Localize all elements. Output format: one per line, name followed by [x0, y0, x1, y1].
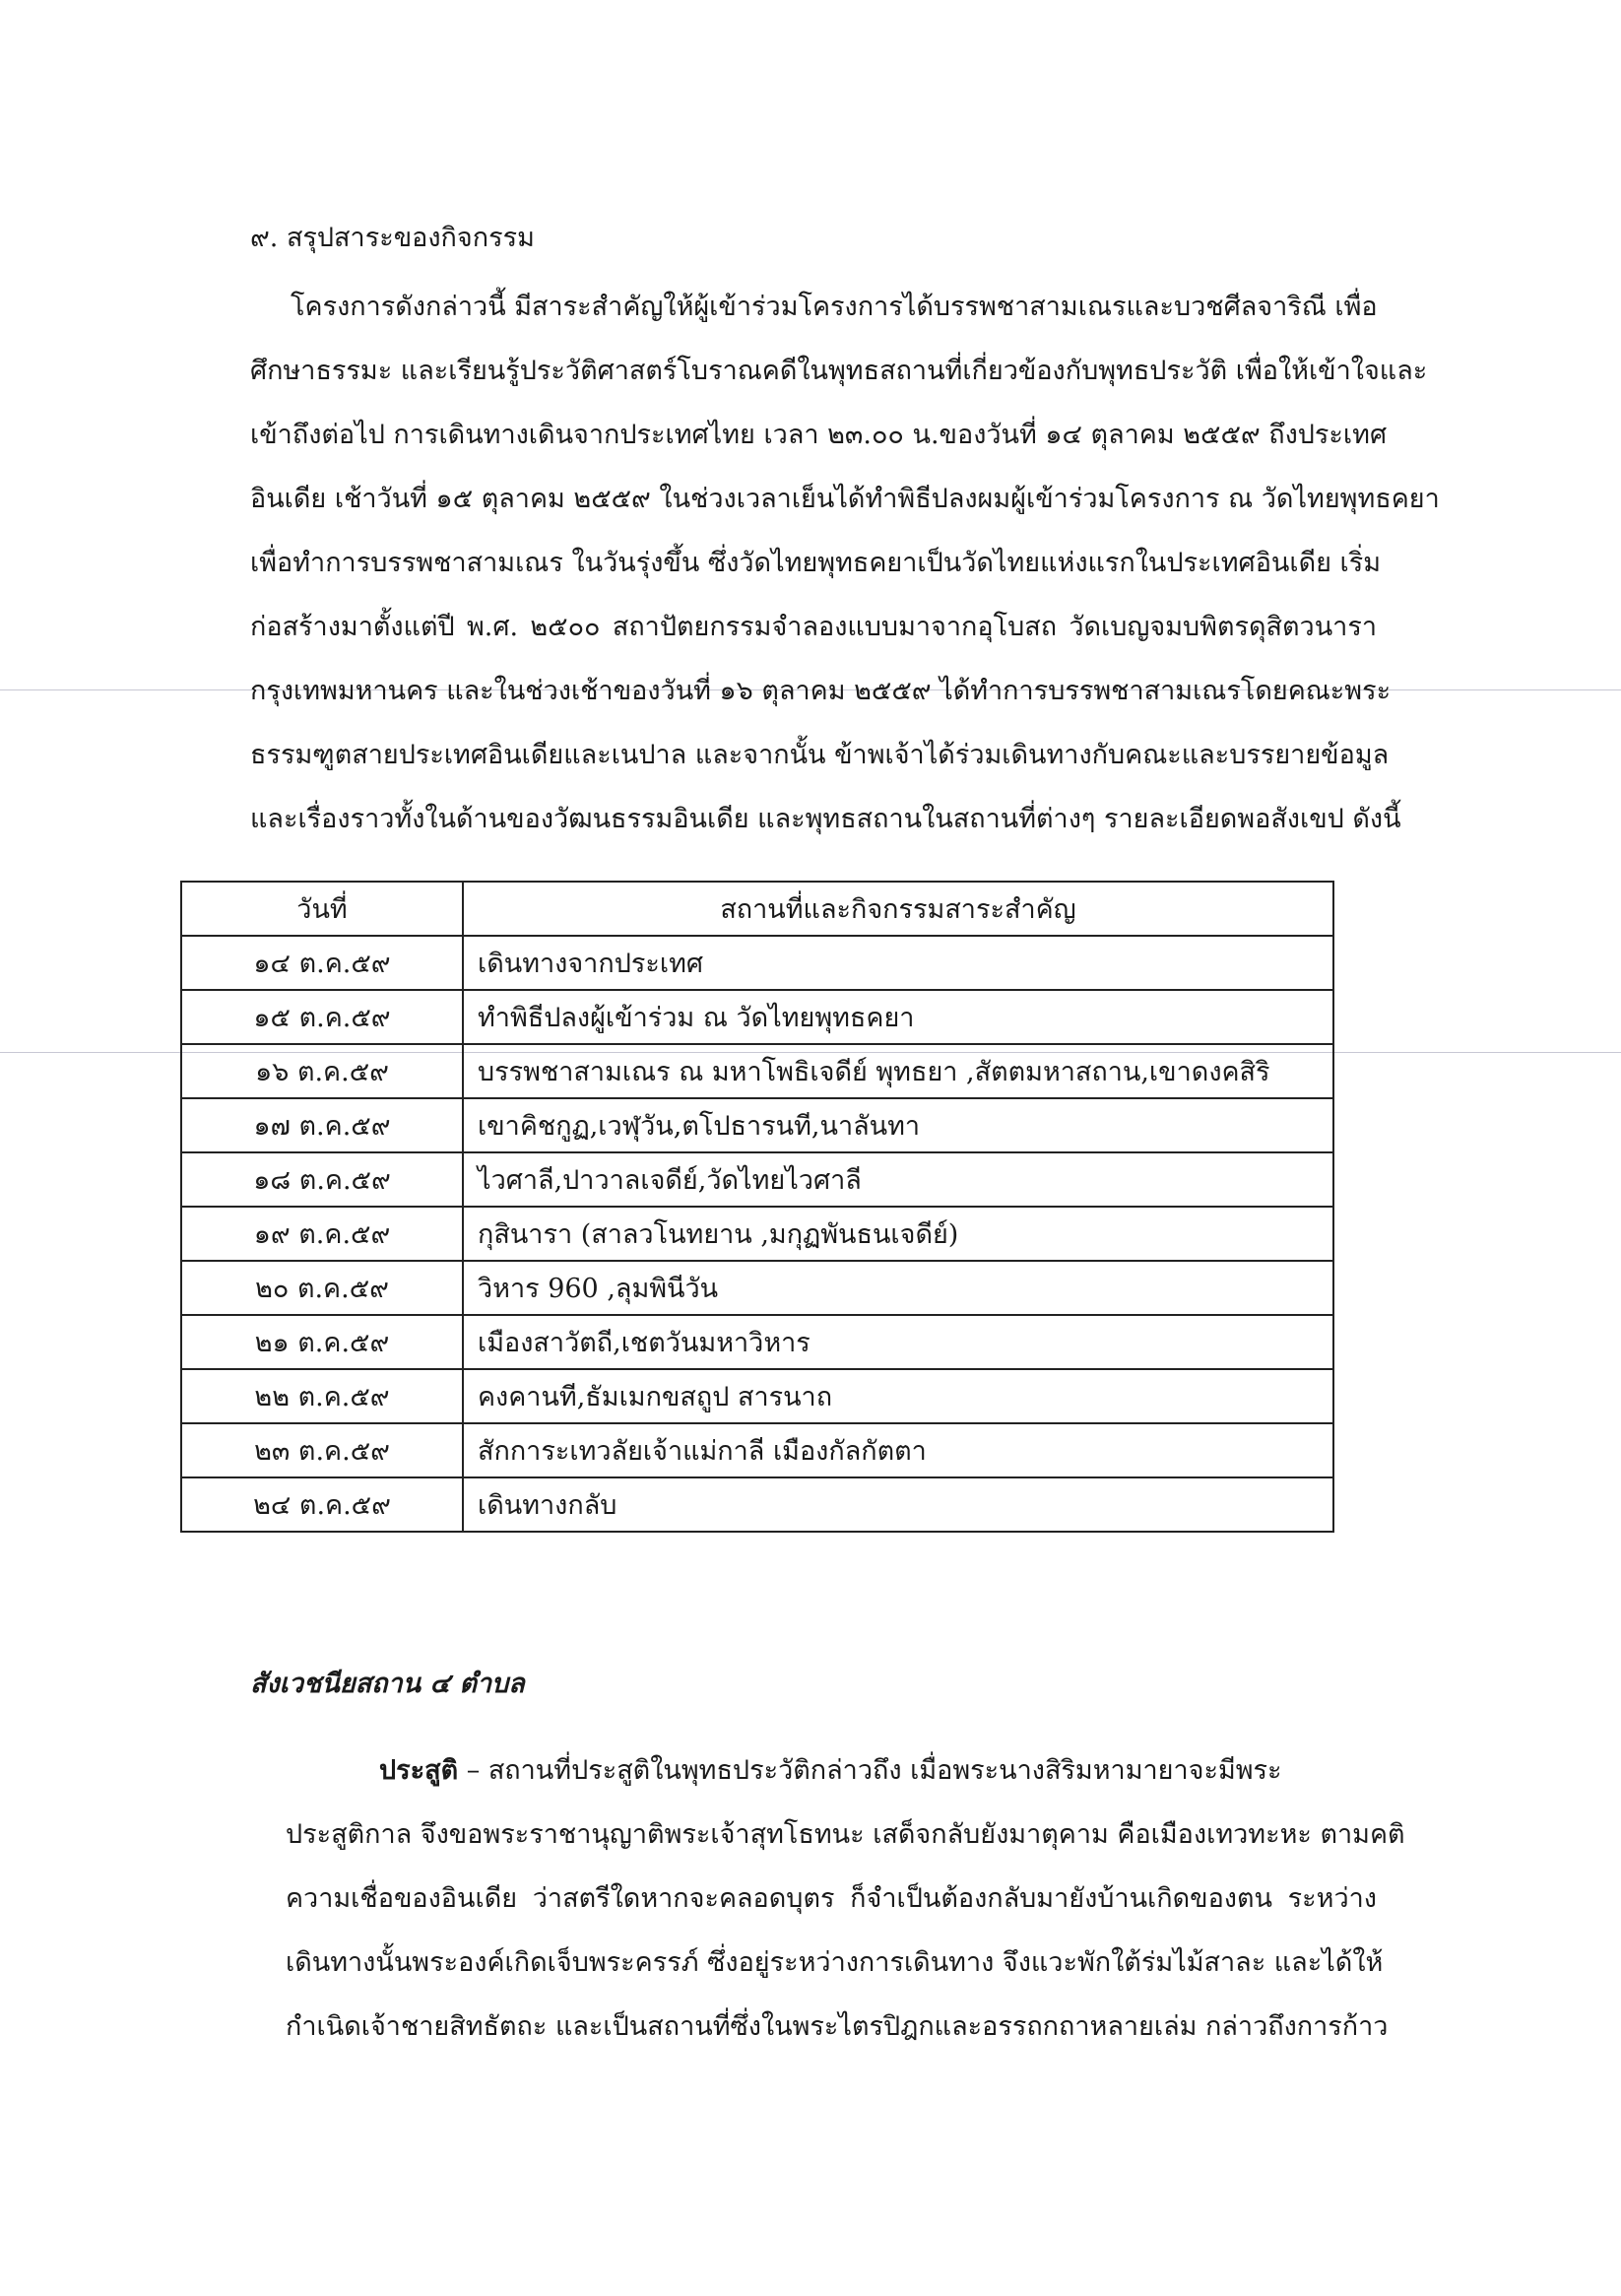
- row-activity: สักการะเทวลัยเจ้าแม่กาลี เมืองกัลกัตตา: [463, 1423, 1333, 1477]
- row-activity: บรรพชาสามเณร ณ มหาโพธิเจดีย์ พุทธยา ,สัตตมหาสถาน,เขาดงคสิริ: [463, 1044, 1333, 1098]
- row-activity: กุสินารา (สาลวโนทยาน ,มกุฏพันธนเจดีย์): [463, 1207, 1333, 1261]
- paragraph-line: กำเนิดเจ้าชายสิทธัตถะ และเป็นสถานที่ซึ่งในพระไตรปิฎกและอรรถกถาหลายเล่ม กล่าวถึงการก้าว: [286, 2011, 1389, 2042]
- table-row: [181, 1369, 1333, 1423]
- table-row: [181, 1261, 1333, 1315]
- paragraph-line: ธรรมฑูตสายประเทศอินเดียและเนปาล และจากนั้น ข้าพเจ้าได้ร่วมเดินทางกับคณะและบรรยายข้อมูล: [250, 740, 1390, 770]
- row-date: ๑๗ ต.ค.๕๙: [181, 1098, 463, 1152]
- paragraph-line: เพื่อทำการบรรพชาสามเณร ในวันรุ่งขึ้น ซึ่งวัดไทยพุทธคยาเป็นวัดไทยแห่งแรกในประเทศอินเดีย เริ่ม: [250, 548, 1382, 578]
- row-date: ๑๕ ต.ค.๕๙: [181, 990, 463, 1044]
- paragraph-line: โครงการดังกล่าวนี้ มีสาระสำคัญให้ผู้เข้าร่วมโครงการได้บรรพชาสามเณรและบวชศีลจาริณี เพื่อ: [291, 292, 1378, 322]
- column-header-date: วันที่: [181, 882, 463, 936]
- table-row: [181, 990, 1333, 1044]
- subsection-title: สังเวชนียสถาน ๔ ตำบล: [250, 1669, 525, 1699]
- paragraph-line: กรุงเทพมหานคร และในช่วงเช้าของวันที่ ๑๖ ตุลาคม ๒๕๕๙ ได้ทำการบรรพชาสามเณรโดยคณะพระ: [250, 676, 1392, 706]
- row-date: ๑๔ ต.ค.๕๙: [181, 936, 463, 990]
- row-activity: คงคานที,ธัมเมกขสถูป สารนาถ: [463, 1369, 1333, 1423]
- table-header-row: [181, 882, 1333, 936]
- row-activity: ไวศาลี,ปาวาลเจดีย์,วัดไทยไวศาลี: [463, 1152, 1333, 1207]
- row-date: ๑๖ ต.ค.๕๙: [181, 1044, 463, 1098]
- table-row: [181, 1098, 1333, 1152]
- lead-term: ประสูติ: [379, 1755, 459, 1786]
- paragraph-line: ประสูติกาล จึงขอพระราชานุญาติพระเจ้าสุทโธทนะ เสด็จกลับยังมาตุคาม คือเมืองเทวทะหะ ตามคติ: [286, 1819, 1405, 1850]
- lead-rest: – สถานที่ประสูติในพุทธประวัติกล่าวถึง เมื่อพระนางสิริมหามายาจะมีพระ: [458, 1755, 1282, 1786]
- row-activity: ทำพิธีปลงผู้เข้าร่วม ณ วัดไทยพุทธคยา: [463, 990, 1333, 1044]
- table-row: [181, 1152, 1333, 1207]
- paragraph-line: ก่อสร้างมาตั้งแต่ปี พ.ศ. ๒๕๐๐ สถาปัตยกรรมจำลองแบบมาจากอุโบสถ วัดเบญจมบพิตรดุสิตวนารา: [250, 612, 1377, 642]
- table-row: [181, 1207, 1333, 1261]
- row-date: ๑๘ ต.ค.๕๙: [181, 1152, 463, 1207]
- table-row: [181, 936, 1333, 990]
- row-activity: เขาคิชกูฏ,เวฬุวัน,ตโปธารนที,นาลันทา: [463, 1098, 1333, 1152]
- paragraph-line: ศึกษาธรรมะ และเรียนรู้ประวัติศาสตร์โบราณคดีในพุทธสถานที่เกี่ยวข้องกับพุทธประวัติ เพื่อให้เข้าใจและ: [250, 356, 1428, 386]
- row-date: ๑๙ ต.ค.๕๙: [181, 1207, 463, 1261]
- table-row: [181, 1423, 1333, 1477]
- row-date: ๒๓ ต.ค.๕๙: [181, 1423, 463, 1477]
- row-date: ๒๑ ต.ค.๕๙: [181, 1315, 463, 1369]
- schedule-table: [180, 881, 1334, 1533]
- table-row: [181, 1477, 1333, 1532]
- section-heading: ๙. สรุปสาระของกิจกรรม: [250, 223, 535, 253]
- row-activity: เมืองสาวัตถี,เชตวันมหาวิหาร: [463, 1315, 1333, 1369]
- paragraph-line: อินเดีย เช้าวันที่ ๑๕ ตุลาคม ๒๕๕๙ ในช่วงเวลาเย็นได้ทำพิธีปลงผมผู้เข้าร่วมโครงการ ณ วัดไทยพุทธคยา: [250, 484, 1440, 514]
- paragraph-line-first: [379, 1751, 1377, 1791]
- row-activity: เดินทางจากประเทศ: [463, 936, 1333, 990]
- paragraph-line: เดินทางนั้นพระองค์เกิดเจ็บพระครรภ์ ซึ่งอยู่ระหว่างการเดินทาง จึงแวะพักใต้ร่มไม้สาละ และได้ให้: [286, 1947, 1384, 1978]
- row-date: ๒๒ ต.ค.๕๙: [181, 1369, 463, 1423]
- paragraph-line: เข้าถึงต่อไป การเดินทางเดินจากประเทศไทย เวลา ๒๓.๐๐ น.ของวันที่ ๑๔ ตุลาคม ๒๕๕๙ ถึงประเทศ: [250, 420, 1388, 450]
- column-header-activity: สถานที่และกิจกรรมสาระสำคัญ: [463, 882, 1333, 936]
- row-activity: วิหาร 960 ,ลุมพินีวัน: [463, 1261, 1333, 1315]
- row-date: ๒๔ ต.ค.๕๙: [181, 1477, 463, 1532]
- paragraph-line: ความเชื่อของอินเดีย ว่าสตรีใดหากจะคลอดบุตร ก็จำเป็นต้องกลับมายังบ้านเกิดของตน ระหว่าง: [286, 1883, 1377, 1914]
- row-activity: เดินทางกลับ: [463, 1477, 1333, 1532]
- table-row: [181, 1044, 1333, 1098]
- paragraph-line: และเรื่องราวทั้งในด้านของวัฒนธรรมอินเดีย และพุทธสถานในสถานที่ต่างๆ รายละเอียดพอสังเขป ดังนี้: [250, 804, 1401, 834]
- table-row: [181, 1315, 1333, 1369]
- row-date: ๒๐ ต.ค.๕๙: [181, 1261, 463, 1315]
